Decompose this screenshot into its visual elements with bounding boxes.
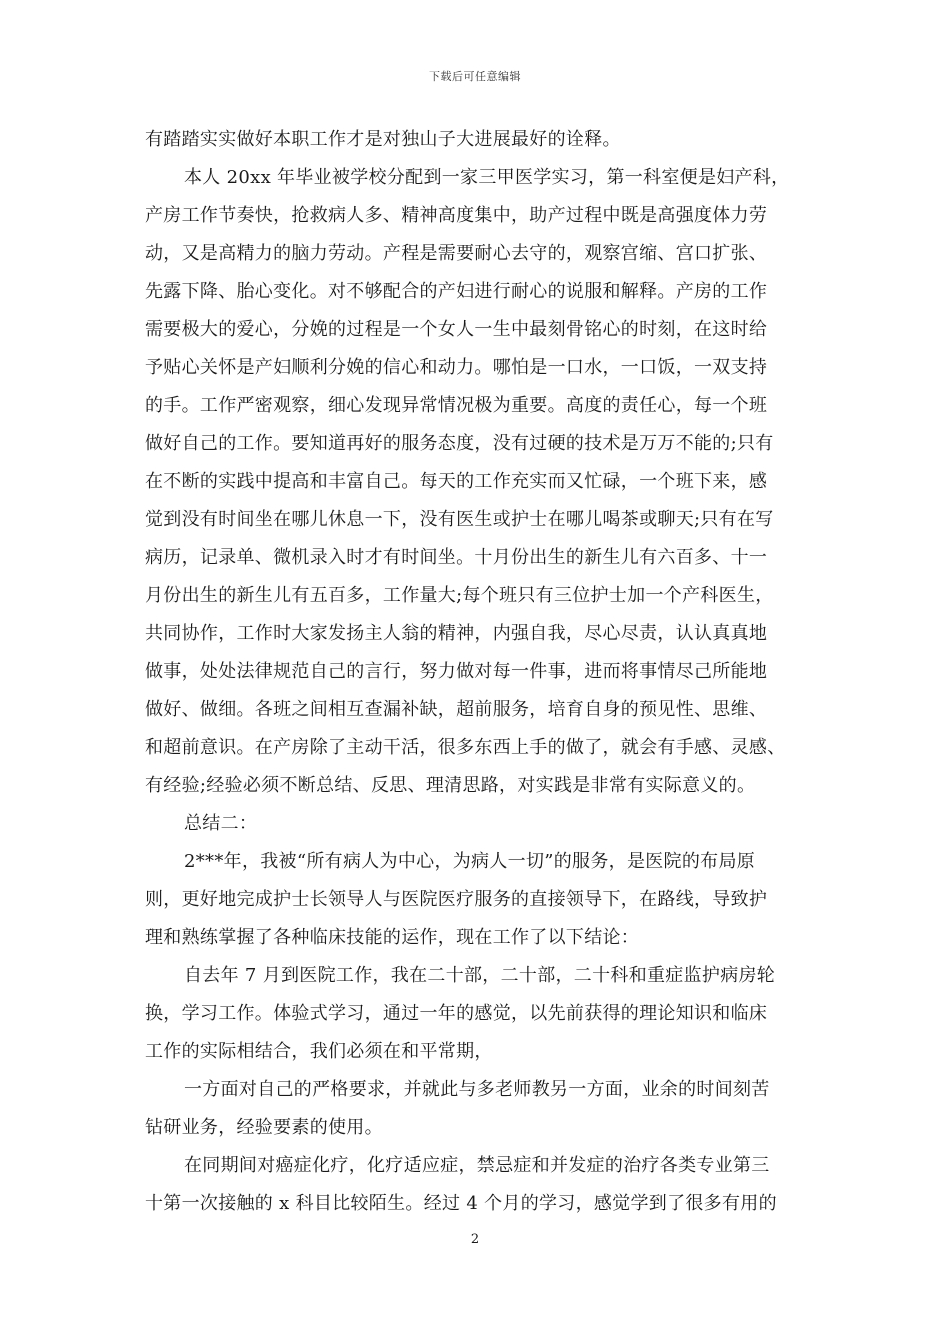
page-header: 下载后可任意编辑 [429,70,521,83]
text-line: 有经验;经验必须不断总结、反思、理清思路，对实践是非常有实际意义的。 [145,775,756,796]
text-line: 则，更好地完成护士长领导人与医院医疗服务的直接领导下，在路线，导致护 [145,889,768,910]
text-line: 共同协作，工作时大家发扬主人翁的精神，内强自我，尽心尽责，认认真真地 [145,623,768,644]
text-line: 在同期间对癌症化疗，化疗适应症，禁忌症和并发症的治疗各类专业第三 [184,1155,770,1176]
text-line: 病历，记录单、微机录入时才有时间坐。十月份出生的新生儿有六百多、十一 [145,547,768,568]
section-heading: 总结二： [184,813,258,834]
text-line: 做好自己的工作。要知道再好的服务态度，没有过硬的技术是万万不能的;只有 [145,433,774,454]
text-line: 先露下降、胎心变化。对不够配合的产妇进行耐心的说服和解释。产房的工作 [145,281,768,302]
text-line: 动，又是高精力的脑力劳动。产程是需要耐心去守的，观察宫缩、宫口扩张、 [145,243,768,264]
text-line: 觉到没有时间坐在哪儿休息一下，没有医生或护士在哪儿喝茶或聊天;只有在写 [145,509,774,530]
text-line: 本人 20xx 年毕业被学校分配到一家三甲医学实习，第一科室便是妇产科， [184,167,790,188]
text-line: 做事，处处法律规范自己的言行，努力做对每一件事，进而将事情尽己所能地 [145,661,768,682]
text-line: 2***年，我被“所有病人为中心，为病人一切”的服务，是医院的布局原 [184,851,756,872]
text-line: 需要极大的爱心，分娩的过程是一个女人一生中最刻骨铭心的时刻，在这时给 [145,319,768,340]
text-line: 一方面对自己的严格要求，并就此与多老师教另一方面，业余的时间刻苦 [184,1079,770,1100]
text-line: 有踏踏实实做好本职工作才是对独山子大进展最好的诠释。 [145,129,621,150]
text-line: 做好、做细。各班之间相互查漏补缺，超前服务，培育自身的预见性、思维、 [145,699,768,720]
text-line: 产房工作节奏快，抢救病人多、精神高度集中，助产过程中既是高强度体力劳 [145,205,768,226]
document-body [145,126,805,1228]
page-number: 2 [470,1232,480,1247]
text-line: 理和熟练掌握了各种临床技能的运作，现在工作了以下结论： [145,927,640,948]
text-line: 予贴心关怀是产妇顺利分娩的信心和动力。哪怕是一口水，一口饭，一双支持 [145,357,768,378]
text-line: 钻研业务，经验要素的使用。 [145,1117,383,1138]
text-line: 月份出生的新生儿有五百多，工作量大;每个班只有三位护士加一个产科医生， [145,585,774,606]
text-line: 和超前意识。在产房除了主动干活，很多东西上手的做了，就会有手感、灵感、 [145,737,786,758]
text-line: 十第一次接触的 x 科目比较陌生。经过 4 个月的学习，感觉学到了很多有用的 [145,1193,777,1214]
text-line: 在不断的实践中提高和丰富自己。每天的工作充实而又忙碌，一个班下来，感 [145,471,768,492]
text-line: 自去年 7 月到医院工作，我在二十部，二十部，二十科和重症监护病房轮 [184,965,776,986]
text-line: 工作的实际相结合，我们必须在和平常期， [145,1041,493,1062]
text-line: 换，学习工作。体验式学习，通过一年的感觉，以先前获得的理论知识和临床 [145,1003,768,1024]
text-line: 的手。工作严密观察，细心发现异常情况极为重要。高度的责任心，每一个班 [145,395,768,416]
